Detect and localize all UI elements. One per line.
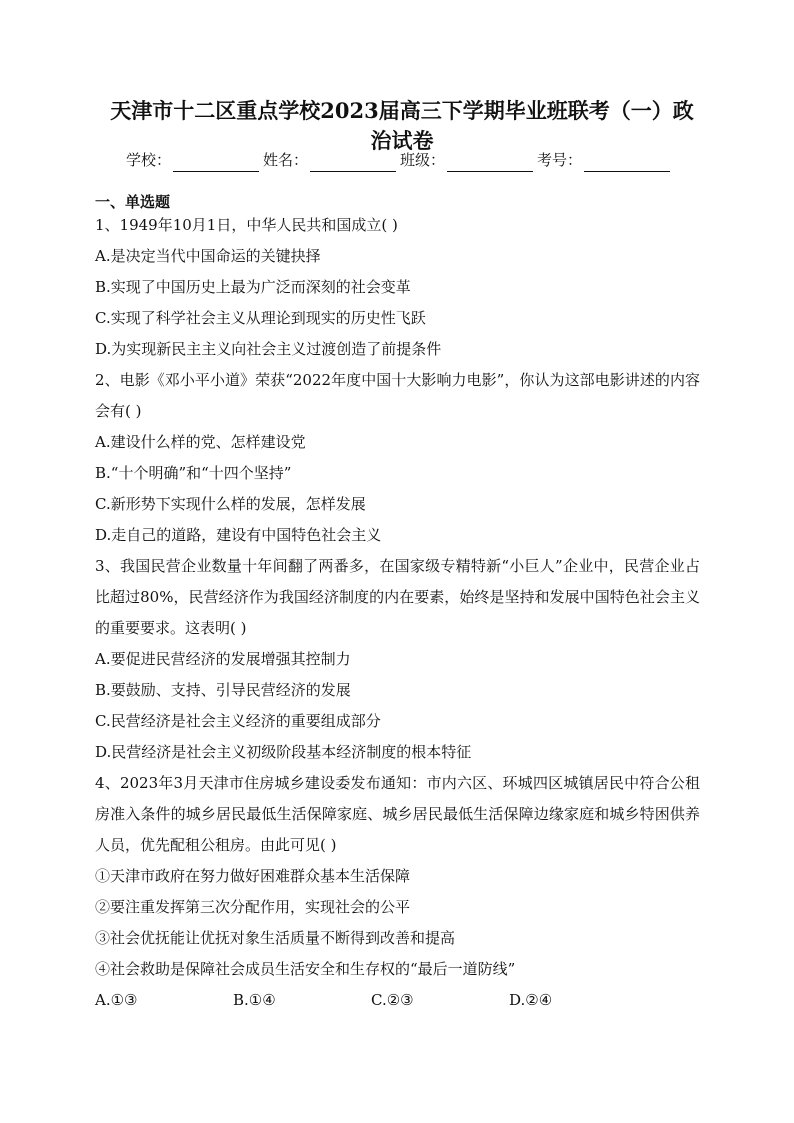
exam-number-blank bbox=[584, 153, 670, 172]
question-3-option-c: C.民营经济是社会主义经济的重要组成部分 bbox=[95, 712, 381, 730]
question-1-option-b: B.实现了中国历史上最为广泛而深刻的社会变革 bbox=[95, 278, 411, 296]
question-4-option-b: B.①④ bbox=[233, 991, 276, 1009]
exam-title: 天津市十二区重点学校2023届高三下学期毕业班联考（一）政治试卷 bbox=[110, 98, 694, 153]
name-field bbox=[263, 148, 398, 172]
question-2-option-b: B.“十个明确”和“十四个坚持” bbox=[95, 464, 292, 482]
question-4-option-a: A.①③ bbox=[95, 991, 138, 1009]
question-4-option-d: D.②④ bbox=[509, 991, 553, 1009]
question-2-option-d: D.走自己的道路，建设有中国特色社会主义 bbox=[95, 526, 382, 544]
question-1-option-c: C.实现了科学社会主义从理论到现实的历史性飞跃 bbox=[95, 309, 426, 327]
exam-number-label: 考号： bbox=[537, 151, 583, 169]
question-1-stem: 1、1949年10月1日，中华人民共和国成立( ) bbox=[95, 216, 398, 234]
question-3-option-d: D.民营经济是社会主义初级阶段基本经济制度的根本特征 bbox=[95, 743, 472, 761]
school-blank bbox=[173, 153, 259, 172]
question-2-stem: 2、电影《邓小平小道》荣获“2022年度中国十大影响力电影”，你认为这部电影讲述的内容会有( ) bbox=[95, 371, 700, 420]
name-label: 姓名： bbox=[263, 151, 309, 169]
class-blank bbox=[447, 153, 533, 172]
question-2-option-a: A.建设什么样的党、怎样建设党 bbox=[95, 433, 306, 451]
question-3-option-a: A.要促进民营经济的发展增强其控制力 bbox=[95, 650, 351, 668]
question-1-option-d: D.为实现新民主主义向社会主义过渡创造了前提条件 bbox=[95, 340, 442, 358]
question-4-statement-4: ④社会救助是保障社会成员生活安全和生存权的“最后一道防线” bbox=[95, 960, 516, 978]
question-4-stem: 4、2023年3月天津市住房城乡建设委发布通知：市内六区、环城四区城镇居民中符合公租房准入条件的城乡居民最低生活保障家庭、城乡居民最低生活保障边缘家庭和城乡特困供养人员，优先配租公租房。由此可见( ) bbox=[95, 774, 700, 854]
class-label: 班级： bbox=[400, 151, 446, 169]
question-4-statement-3: ③社会优抚能让优抚对象生活质量不断得到改善和提高 bbox=[95, 929, 456, 947]
question-3-option-b: B.要鼓励、支持、引导民营经济的发展 bbox=[95, 681, 351, 699]
question-4-option-c: C.②③ bbox=[371, 991, 414, 1009]
school-label: 学校： bbox=[126, 151, 172, 169]
question-4-options bbox=[95, 985, 700, 1016]
class-field bbox=[400, 148, 535, 172]
section-heading: 一、单选题 bbox=[95, 193, 171, 211]
school-field bbox=[126, 148, 261, 172]
student-info-row bbox=[126, 148, 686, 172]
question-2-option-c: C.新形势下实现什么样的发展，怎样发展 bbox=[95, 495, 366, 513]
exam-number-field bbox=[537, 148, 672, 172]
question-3-stem: 3、我国民营企业数量十年间翻了两番多，在国家级专精特新“小巨人”企业中，民营企业占比超过80%，民营经济作为我国经济制度的内在要素，始终是坚持和发展中国特色社会主义的重要要求。这表明( ) bbox=[95, 557, 700, 637]
questions bbox=[95, 210, 700, 1016]
question-4-statement-2: ②要注重发挥第三次分配作用，实现社会的公平 bbox=[95, 898, 411, 916]
question-4-statement-1: ①天津市政府在努力做好困难群众基本生活保障 bbox=[95, 867, 411, 885]
name-blank bbox=[310, 153, 396, 172]
question-1-option-a: A.是决定当代中国命运的关键抉择 bbox=[95, 247, 321, 265]
